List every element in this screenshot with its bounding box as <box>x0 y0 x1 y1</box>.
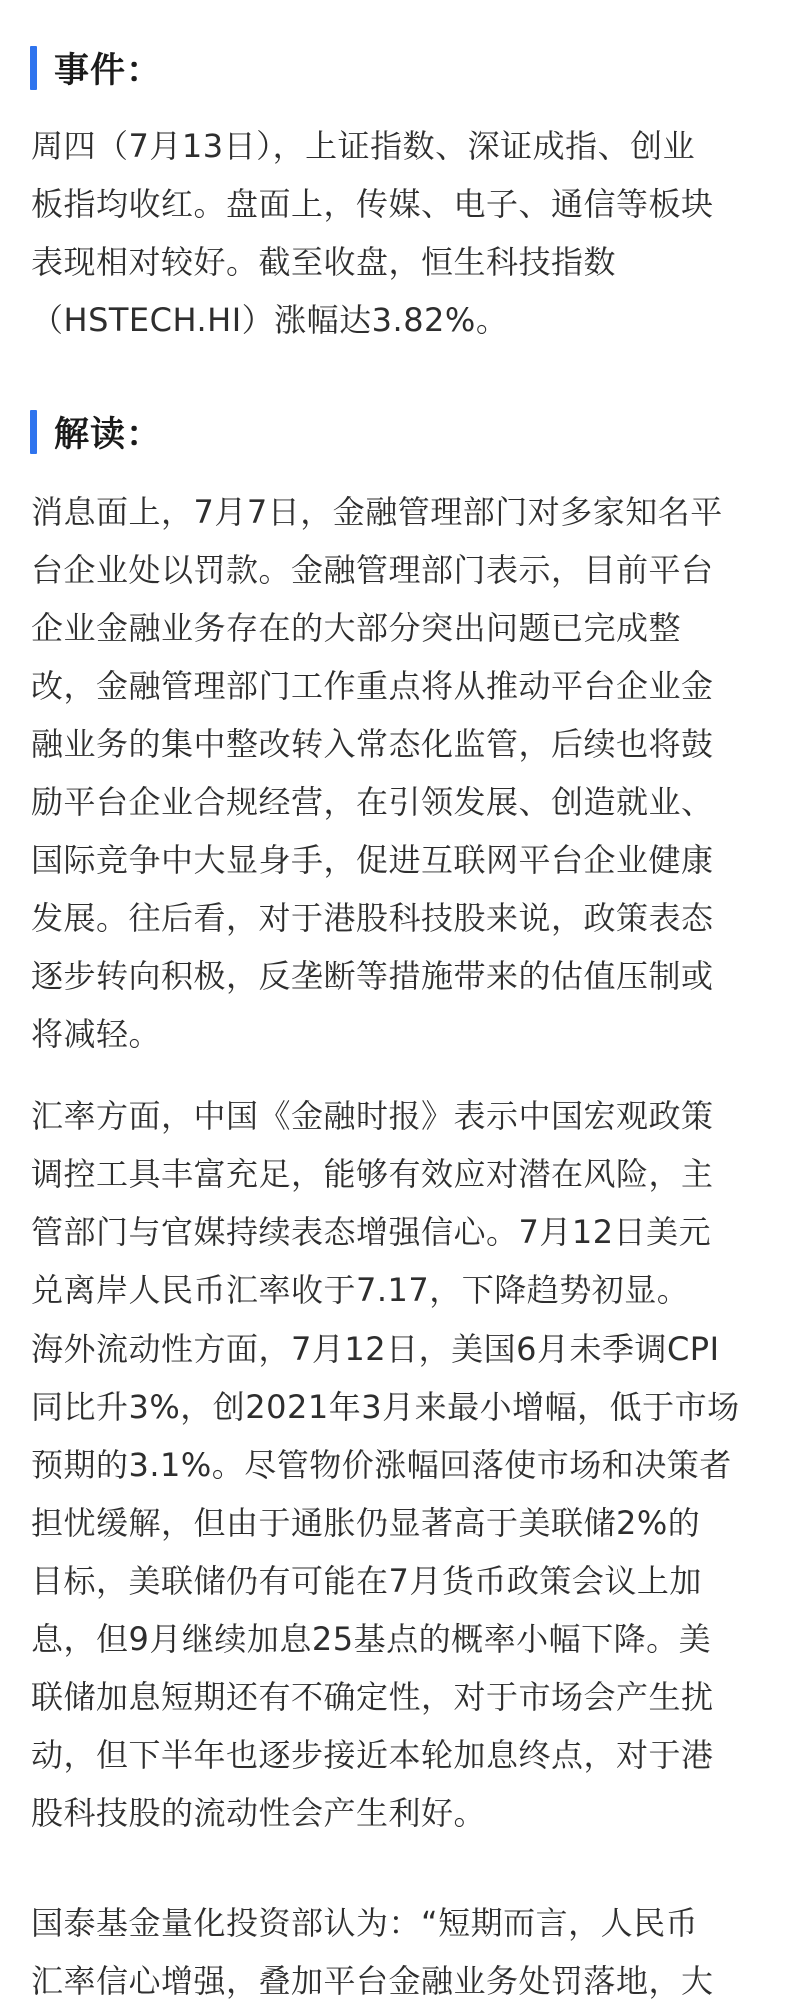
text-line: 发展。往后看，对于港股科技股来说，政策表态 <box>31 899 714 937</box>
text-line: 目标，美联储仍有可能在7月货币政策会议上加 <box>31 1562 702 1600</box>
text-line: 海外流动性方面，7月12日，美国6月未季调CPI <box>31 1330 720 1368</box>
text-line: 管部门与官媒持续表态增强信心。7月12日美元 <box>31 1213 712 1251</box>
text-line: 消息面上，7月7日，金融管理部门对多家知名平 <box>31 493 723 531</box>
text-line: 将减轻。 <box>31 1015 162 1053</box>
text-line: 改，金融管理部门工作重点将从推动平台企业金 <box>31 667 714 705</box>
event-paragraph <box>31 117 771 349</box>
text-line: 同比升3%，创2021年3月来最小增幅，低于市场 <box>31 1388 740 1426</box>
section-title-interpretation: 解读： <box>54 415 163 455</box>
text-line: 板指均收红。盘面上，传媒、电子、通信等板块 <box>31 185 714 223</box>
text-line: 调控工具丰富充足，能够有效应对潜在风险，主 <box>31 1155 714 1193</box>
text-line: （HSTECH.HI）涨幅达3.82%。 <box>31 301 509 339</box>
text-line: 国际竞争中大显身手，促进互联网平台企业健康 <box>31 841 714 879</box>
heading-accent-bar <box>30 410 37 454</box>
text-line: 汇率方面，中国《金融时报》表示中国宏观政策 <box>31 1097 714 1135</box>
text-line: 担忧缓解，但由于通胀仍显著高于美联储2%的 <box>31 1504 701 1542</box>
text-line: 兑离岸人民币汇率收于7.17，下降趋势初显。 <box>31 1271 690 1309</box>
text-line: 励平台企业合规经营，在引领发展、创造就业、 <box>31 783 714 821</box>
text-line: 逐步转向积极，反垄断等措施带来的估值压制或 <box>31 957 714 995</box>
text-line: 动，但下半年也逐步接近本轮加息终点，对于港 <box>31 1736 714 1774</box>
text-line: 企业金融业务存在的大部分突出问题已完成整 <box>31 609 682 647</box>
interpretation-paragraph-2 <box>31 1087 771 1319</box>
text-line: 预期的3.1%。尽管物价涨幅回落使市场和决策者 <box>31 1446 732 1484</box>
section-heading-interpretation <box>30 408 162 456</box>
text-line: 表现相对较好。截至收盘，恒生科技指数 <box>31 243 617 281</box>
interpretation-paragraph-1 <box>31 483 771 1063</box>
text-line: 汇率信心增强，叠加平台金融业务处罚落地，大 <box>31 1962 714 2000</box>
text-line: 国泰基金量化投资部认为：“短期而言，人民币 <box>31 1904 699 1942</box>
text-line: 台企业处以罚款。金融管理部门表示，目前平台 <box>31 551 714 589</box>
section-heading-event <box>30 44 162 92</box>
text-line: 息，但9月继续加息25基点的概率小幅下降。美 <box>31 1620 712 1658</box>
text-line: 股科技股的流动性会产生利好。 <box>31 1794 487 1832</box>
section-title-event: 事件： <box>54 51 163 91</box>
interpretation-paragraph-3 <box>31 1320 771 1842</box>
text-line: 周四（7月13日），上证指数、深证成指、创业 <box>31 127 696 165</box>
text-line: 联储加息短期还有不确定性，对于市场会产生扰 <box>31 1678 714 1716</box>
interpretation-paragraph-4 <box>31 1894 771 2010</box>
heading-accent-bar <box>30 46 37 90</box>
text-line: 融业务的集中整改转入常态化监管，后续也将鼓 <box>31 725 714 763</box>
